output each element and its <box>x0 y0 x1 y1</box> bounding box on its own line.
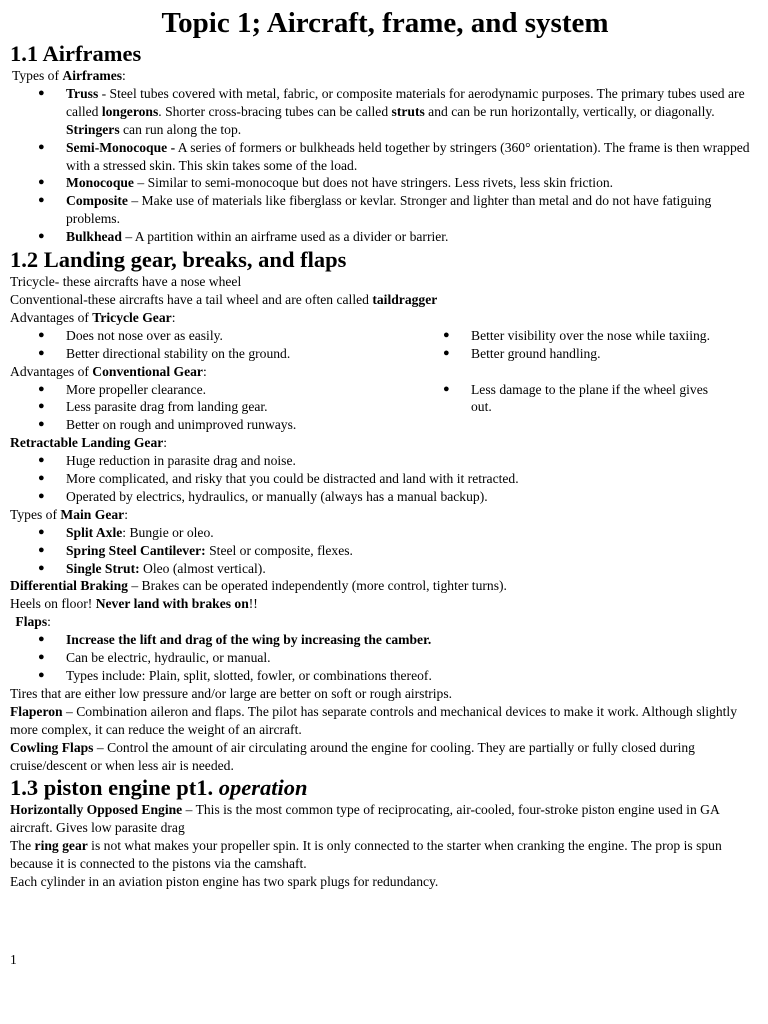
airframe-types-intro: Types of Airframes: <box>12 68 126 83</box>
list-item: ● Huge reduction in parasite drag and noise. <box>10 452 760 470</box>
list-item: ● Spring Steel Cantilever: Steel or composite, flexes. <box>10 542 760 560</box>
list-item: ● Single Strut: Oleo (almost vertical). <box>10 560 760 578</box>
list-item: ● Bulkhead – A partition within an airframe used as a divider or barrier. <box>10 228 760 246</box>
document-page <box>10 0 760 891</box>
list-item: ● Semi-Monocoque - A series of formers or bulkheads held together by stringers (360° orientation). The frame is then wrapped with a stressed skin. This skin takes some of the load. <box>10 139 760 175</box>
list-item: ● Operated by electrics, hydraulics, or manually (always has a manual backup). <box>10 488 760 506</box>
list-item: ● More complicated, and risky that you could be distracted and land with it retracted. <box>10 470 760 488</box>
cowling-flaps-note: Cowling Flaps – Control the amount of air circulating around the engine for cooling. They are partially or fully closed during cruise/descent or when less air is needed. <box>10 739 695 773</box>
list-item: ● Types include: Plain, split, slotted, fowler, or combinations thereof. <box>10 667 760 685</box>
retractable-heading: Retractable Landing Gear: <box>10 435 168 451</box>
horizontally-opposed-engine: Horizontally Opposed Engine – This is the most common type of reciprocating, air-cooled, four-stroke piston engine used in GA aircraft. Gives low parasite drag <box>10 802 720 836</box>
conventional-line: Conventional-these aircrafts have a tail wheel and are often called taildragger <box>10 291 438 307</box>
adv-tricycle-heading: Advantages of Tricycle Gear: <box>10 309 176 325</box>
adv-conventional-left-list <box>10 381 413 435</box>
list-item: ● Monocoque – Similar to semi-monocoque but does not have stringers. Less rivets, less skin friction. <box>10 174 760 192</box>
spark-plug-note: Each cylinder in an aviation piston engine has two spark plugs for redundancy. <box>10 874 439 890</box>
flaps-list <box>10 631 760 685</box>
list-item: ● More propeller clearance. <box>10 381 413 399</box>
tricycle-line: Tricycle- these aircrafts have a nose wheel <box>10 274 242 290</box>
list-item: ● Better on rough and unimproved runways. <box>10 416 413 434</box>
section-heading-airframes: 1.1 Airframes <box>10 41 142 66</box>
list-item: ● Less damage to the plane if the wheel gives out. <box>413 381 723 417</box>
adv-tricycle-right-list <box>413 327 723 363</box>
list-item: ● Less parasite drag from landing gear. <box>10 398 413 416</box>
section-heading-piston-engine: 1.3 piston engine pt1. operation <box>10 775 308 801</box>
list-item: ● Composite – Make use of materials like fiberglass or kevlar. Stronger and lighter than metal and do not have fatiguing problems. <box>10 192 760 228</box>
main-gear-list <box>10 524 760 578</box>
ring-gear-note: The ring gear is not what makes your propeller spin. It is only connected to the starter when cranking the engine. The prop is spun because it is connected to the pistons via the camshaft. <box>10 838 722 872</box>
list-item: ● Increase the lift and drag of the wing by increasing the camber. <box>10 631 760 649</box>
section-heading-landing-gear: 1.2 Landing gear, breaks, and flaps <box>10 247 347 273</box>
heels-note: Heels on floor! Never land with brakes on!! <box>10 596 258 612</box>
adv-conventional-columns <box>10 381 760 435</box>
retractable-list <box>10 452 760 506</box>
adv-conventional-heading: Advantages of Conventional Gear: <box>10 363 207 379</box>
list-item: ● Better visibility over the nose while taxiing. <box>413 327 723 345</box>
page-number: 1 <box>10 952 17 967</box>
main-gear-heading: Types of Main Gear: <box>10 506 128 522</box>
differential-braking: Differential Braking – Brakes can be operated independently (more control, tighter turns). <box>10 578 507 594</box>
adv-tricycle-columns <box>10 327 760 363</box>
flaps-heading: Flaps: <box>15 614 51 630</box>
flaperon-note: Flaperon – Combination aileron and flaps. The pilot has separate controls and mechanical devices to make it work. Although slightly more complex, it can reduce the weight of an aircraft. <box>10 703 737 737</box>
list-item: ● Can be electric, hydraulic, or manual. <box>10 649 760 667</box>
list-item: ● Truss - Steel tubes covered with metal, fabric, or composite materials for aerodynamic purposes. The primary tubes used are called longerons. Shorter cross-bracing tubes can be called struts and can be run horizontally, vertically, or diagonally. Stringers can run along the top. <box>10 85 760 139</box>
page-title: Topic 1; Aircraft, frame, and system <box>161 7 609 39</box>
adv-conventional-right-list <box>413 381 723 435</box>
adv-tricycle-left-list <box>10 327 413 363</box>
list-item: ● Better ground handling. <box>413 345 723 363</box>
list-item: ● Does not nose over as easily. <box>10 327 413 345</box>
list-item: ● Split Axle: Bungie or oleo. <box>10 524 760 542</box>
list-item: ● Better directional stability on the ground. <box>10 345 413 363</box>
tires-note: Tires that are either low pressure and/or large are better on soft or rough airstrips. <box>10 685 453 701</box>
airframe-types-list <box>10 85 760 246</box>
